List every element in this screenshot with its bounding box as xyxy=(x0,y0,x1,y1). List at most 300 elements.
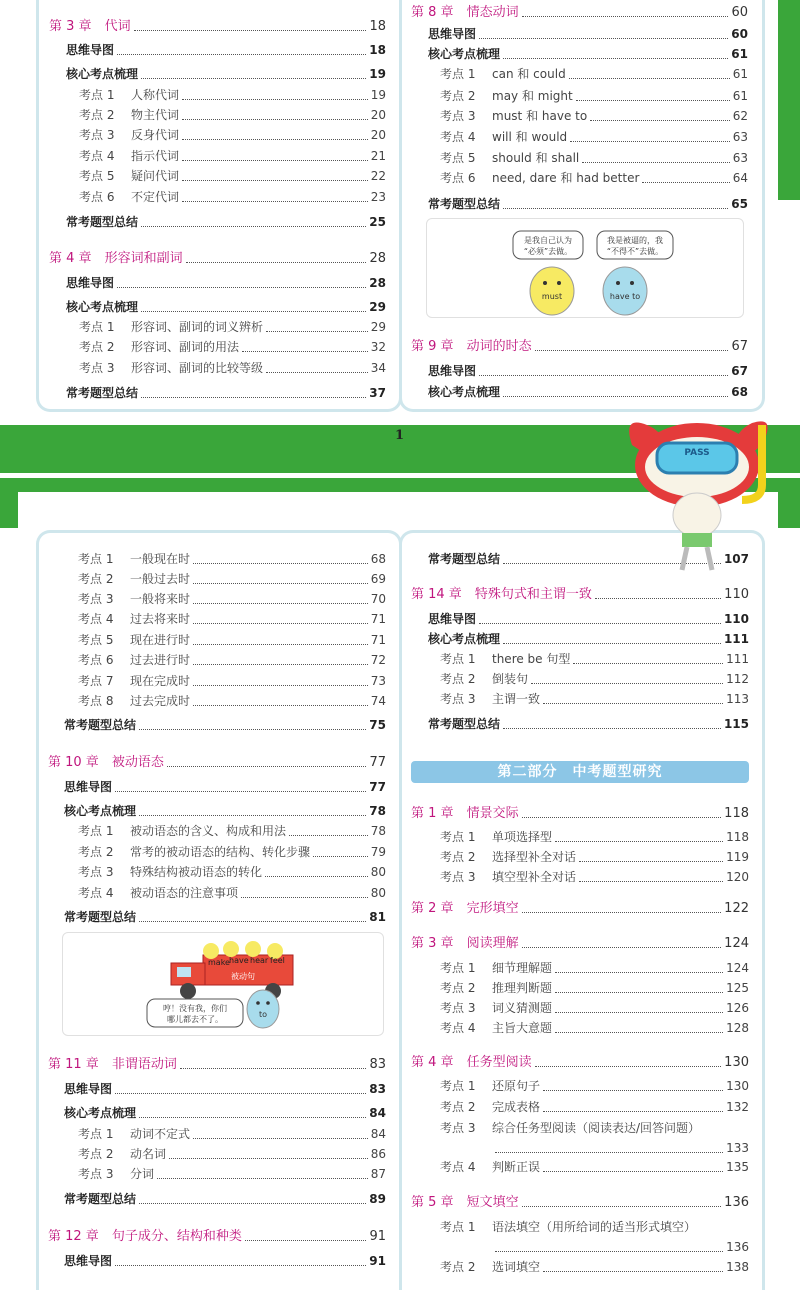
chapter-title: 阅读理解 xyxy=(466,936,519,951)
toc-entry[interactable] xyxy=(440,961,749,976)
toc-entry[interactable] xyxy=(440,1079,749,1094)
chapter-number: 第 2 章 xyxy=(411,901,454,916)
page-ref: 71 xyxy=(370,612,386,626)
toc-entry[interactable] xyxy=(64,1254,386,1269)
toc-entry[interactable] xyxy=(440,1001,749,1016)
toc-entry-title: 常考题型总结 xyxy=(428,717,501,731)
toc-entry[interactable] xyxy=(66,67,386,82)
toc-entry[interactable] xyxy=(78,674,386,689)
page-ref: 78 xyxy=(369,804,386,818)
key-point-number: 考点 4 xyxy=(78,886,114,900)
page-ref: 124 xyxy=(724,936,749,951)
toc-chapter-title xyxy=(411,901,519,916)
page-ref: 70 xyxy=(370,592,386,606)
toc-chapter[interactable] xyxy=(411,1195,749,1210)
page-ref: 120 xyxy=(726,870,749,884)
page-ref: 67 xyxy=(731,339,748,354)
toc-entry-label xyxy=(440,981,552,996)
toc-entry[interactable] xyxy=(428,197,748,212)
page-ref: 119 xyxy=(726,850,749,864)
toc-entry[interactable] xyxy=(78,845,386,860)
toc-chapter-title xyxy=(48,1057,177,1072)
toc-entry[interactable] xyxy=(79,361,386,376)
leader-dots xyxy=(590,120,730,121)
page-ref: 64 xyxy=(732,171,748,185)
key-point-title: need, dare 和 had better xyxy=(492,171,640,185)
key-point-number: 考点 1 xyxy=(440,961,476,975)
key-point-number: 考点 5 xyxy=(440,151,476,165)
speech-line1: 哼！没有我，你们 xyxy=(163,1004,227,1013)
toc-entry-label xyxy=(440,130,567,145)
toc-entry[interactable] xyxy=(78,633,386,648)
page-ref: 29 xyxy=(369,300,386,314)
leader-dots xyxy=(241,897,368,898)
leader-dots xyxy=(139,729,366,730)
key-point-number: 考点 1 xyxy=(440,1220,476,1234)
page-ref: 83 xyxy=(369,1057,386,1072)
toc-chapter-title xyxy=(411,1055,532,1070)
key-point-number: 考点 4 xyxy=(440,130,476,144)
toc-entry[interactable] xyxy=(78,1147,386,1162)
toc-entry[interactable] xyxy=(64,1192,386,1207)
toc-entry[interactable] xyxy=(78,612,386,627)
leader-dots xyxy=(139,815,366,816)
toc-entry[interactable] xyxy=(79,128,386,143)
key-point-number: 考点 8 xyxy=(78,694,114,708)
toc-chapter-title xyxy=(411,936,519,951)
key-point-title: 不定代词 xyxy=(131,190,180,204)
toc-entry[interactable] xyxy=(440,109,748,124)
leader-dots xyxy=(193,623,368,624)
page-ref: 77 xyxy=(369,780,386,794)
leader-dots xyxy=(576,100,730,101)
page-ref: 138 xyxy=(726,1260,749,1274)
key-point-number: 考点 3 xyxy=(440,870,476,884)
chapter-number: 第 5 章 xyxy=(411,1195,454,1210)
toc-entry[interactable] xyxy=(64,910,386,925)
chapter-number: 第 4 章 xyxy=(49,251,92,266)
key-point-title: 动词不定式 xyxy=(130,1127,191,1141)
toc-entry-label xyxy=(440,1220,696,1235)
toc-entry[interactable] xyxy=(440,1160,749,1175)
page-ref: 72 xyxy=(370,653,386,667)
leader-dots xyxy=(522,947,722,948)
toc-entry[interactable] xyxy=(66,386,386,401)
leader-dots xyxy=(182,201,368,202)
page-ref: 74 xyxy=(370,694,386,708)
toc-entry[interactable] xyxy=(79,340,386,355)
toc-entry-title: 常考题型总结 xyxy=(64,910,137,924)
toc-entry[interactable] xyxy=(440,692,749,707)
page-ref: 60 xyxy=(731,5,748,20)
page-ref: 132 xyxy=(726,1100,749,1114)
chapter-number: 第 4 章 xyxy=(411,1055,454,1070)
toc-chapter-title xyxy=(411,806,519,821)
page-ref: 110 xyxy=(724,587,749,602)
leader-dots xyxy=(169,1158,368,1159)
toc-entry[interactable] xyxy=(78,552,386,567)
toc-entry-label xyxy=(440,151,579,166)
key-point-number: 考点 1 xyxy=(78,1127,114,1141)
toc-entry[interactable] xyxy=(440,652,749,667)
toc-entry[interactable] xyxy=(64,718,386,733)
toc-entry-continuation[interactable] xyxy=(492,1240,749,1255)
page-ref: 29 xyxy=(370,320,386,334)
key-point-title: 物主代词 xyxy=(131,108,180,122)
chapter-title: 非谓语动词 xyxy=(111,1057,177,1072)
key-point-title: 细节理解题 xyxy=(492,961,553,975)
page-ref: 68 xyxy=(370,552,386,566)
truck-cartoon xyxy=(63,933,383,1035)
toc-entry-label xyxy=(78,865,262,880)
leader-dots xyxy=(193,644,368,645)
leader-dots xyxy=(555,1032,723,1033)
toc-entry[interactable] xyxy=(79,108,386,123)
key-point-number: 考点 5 xyxy=(79,169,115,183)
leader-dots xyxy=(503,643,721,644)
page-ref: 18 xyxy=(369,43,386,57)
toc-entry-label xyxy=(440,1160,540,1175)
mascot-drawing xyxy=(612,405,782,575)
leader-dots xyxy=(193,1138,368,1139)
toc-entry-label xyxy=(79,320,263,335)
mascot-badge: PASS xyxy=(684,448,710,458)
toc-entry[interactable] xyxy=(66,215,386,230)
key-point-number: 考点 3 xyxy=(440,1121,476,1135)
leader-dots xyxy=(180,1068,367,1069)
leader-dots xyxy=(535,1066,722,1067)
toc-entry[interactable] xyxy=(79,88,386,103)
key-point-number: 考点 2 xyxy=(78,572,114,586)
leader-dots xyxy=(642,182,729,183)
page-ref: 126 xyxy=(726,1001,749,1015)
leader-dots xyxy=(141,78,366,79)
chapter-title: 任务型阅读 xyxy=(466,1055,532,1070)
page-ref: 122 xyxy=(724,901,749,916)
bubble-left-line1: 是我自己认为 xyxy=(524,236,572,245)
leader-dots xyxy=(543,1171,723,1172)
truck-word-hear: hear xyxy=(250,956,269,965)
key-point-title: 过去完成时 xyxy=(130,694,191,708)
key-point-title: 选择型补全对话 xyxy=(492,850,577,864)
green-left-strip-bottom xyxy=(0,478,18,528)
leader-dots xyxy=(193,705,368,706)
leader-dots xyxy=(245,1240,367,1241)
must-have-to-illustration xyxy=(426,218,744,318)
toc-entry-label xyxy=(440,870,576,885)
key-point-title: 一般现在时 xyxy=(130,552,191,566)
toc-entry-label xyxy=(78,694,190,709)
toc-entry[interactable] xyxy=(440,1021,749,1036)
key-point-number: 考点 5 xyxy=(78,633,114,647)
page-ref: 19 xyxy=(369,67,386,81)
leader-dots xyxy=(115,1265,366,1266)
toc-entry[interactable] xyxy=(64,804,386,819)
toc-entry[interactable] xyxy=(79,320,386,335)
key-point-number: 考点 3 xyxy=(440,692,476,706)
toc-entry[interactable] xyxy=(440,830,749,845)
toc-entry-continuation[interactable] xyxy=(492,1141,749,1156)
page-ref: 69 xyxy=(370,572,386,586)
toc-chapter[interactable] xyxy=(411,806,749,821)
page-ref: 84 xyxy=(370,1127,386,1141)
toc-entry[interactable] xyxy=(78,653,386,668)
leader-dots xyxy=(115,1093,366,1094)
toc-entry-label xyxy=(440,830,552,845)
toc-entry-label xyxy=(440,1260,540,1275)
toc-entry-title: 常考题型总结 xyxy=(64,1192,137,1206)
leader-dots xyxy=(141,397,366,398)
toc-entry-label xyxy=(78,653,190,668)
page-ref: 20 xyxy=(370,128,386,142)
part-two-banner: 第二部分 中考题型研究 xyxy=(411,761,749,783)
toc-entry-title: 核心考点梳理 xyxy=(428,47,501,61)
key-point-title: 主谓一致 xyxy=(492,692,541,706)
toc-chapter-title xyxy=(411,1195,519,1210)
toc-entry[interactable] xyxy=(66,300,386,315)
toc-entry[interactable] xyxy=(428,717,749,732)
key-point-title: 现在进行时 xyxy=(130,633,191,647)
toc-chapter[interactable] xyxy=(411,587,749,602)
toc-entry-label xyxy=(78,612,190,627)
toc-entry[interactable] xyxy=(440,1100,749,1115)
key-point-title: 一般过去时 xyxy=(130,572,191,586)
toc-entry[interactable] xyxy=(440,1220,749,1235)
leader-dots xyxy=(266,372,368,373)
page-ref: 118 xyxy=(724,806,749,821)
chapter-title: 情态动词 xyxy=(466,5,519,20)
toc-entry[interactable] xyxy=(440,850,749,865)
key-point-number: 考点 1 xyxy=(440,652,476,666)
toc-entry[interactable] xyxy=(78,1167,386,1182)
toc-entry-label xyxy=(78,552,190,567)
leader-dots xyxy=(543,1111,723,1112)
toc-chapter-title xyxy=(48,1229,242,1244)
key-point-number: 考点 3 xyxy=(79,361,115,375)
page-ref: 61 xyxy=(732,89,748,103)
toc-entry-label xyxy=(440,109,587,124)
leader-dots xyxy=(313,856,368,857)
leader-dots xyxy=(503,396,728,397)
toc-entry-label xyxy=(440,672,528,687)
toc-entry[interactable] xyxy=(66,276,386,291)
key-point-number: 考点 2 xyxy=(78,845,114,859)
toc-entry[interactable] xyxy=(66,43,386,58)
leader-dots xyxy=(182,139,368,140)
key-point-number: 考点 1 xyxy=(79,320,115,334)
chapter-title: 代词 xyxy=(104,19,131,34)
toc-entry[interactable] xyxy=(440,89,748,104)
leader-dots xyxy=(595,598,721,599)
leader-dots xyxy=(522,1206,722,1207)
toc-entry[interactable] xyxy=(440,130,748,145)
key-point-number: 考点 3 xyxy=(78,592,114,606)
toc-entry[interactable] xyxy=(78,886,386,901)
key-point-title: 语法填空（用所给词的适当形式填空） xyxy=(492,1220,697,1234)
leader-dots xyxy=(139,1117,366,1118)
page-ref: 28 xyxy=(369,276,386,290)
toc-chapter[interactable] xyxy=(48,755,386,770)
toc-entry-label xyxy=(440,1100,540,1115)
key-point-title: 常考的被动语态的结构、转化步骤 xyxy=(130,845,311,859)
leader-dots xyxy=(522,912,722,913)
key-point-number: 考点 2 xyxy=(79,108,115,122)
chapter-title: 完形填空 xyxy=(466,901,519,916)
chapter-title: 情景交际 xyxy=(466,806,519,821)
key-point-title: 形容词、副词的词义辨析 xyxy=(131,320,264,334)
toc-chapter[interactable] xyxy=(411,1055,749,1070)
toc-entry-title: 核心考点梳理 xyxy=(64,804,137,818)
toc-chapter-title xyxy=(49,251,183,266)
page-ref: 111 xyxy=(723,632,749,646)
toc-chapter[interactable] xyxy=(411,5,748,20)
toc-entry[interactable] xyxy=(440,672,749,687)
toc-entry[interactable] xyxy=(428,47,748,62)
char-label-to: to xyxy=(258,1010,268,1019)
key-point-title: 过去进行时 xyxy=(130,653,191,667)
toc-entry[interactable] xyxy=(440,171,748,186)
toc-entry-label xyxy=(78,824,286,839)
key-point-number: 考点 1 xyxy=(440,1079,476,1093)
toc-entry[interactable] xyxy=(440,1260,749,1275)
key-point-title: 被动语态的含义、构成和用法 xyxy=(130,824,287,838)
toc-entry[interactable] xyxy=(64,1106,386,1121)
toc-entry[interactable] xyxy=(440,981,749,996)
toc-entry[interactable] xyxy=(440,870,749,885)
toc-chapter[interactable] xyxy=(48,1229,386,1244)
page-ref: 28 xyxy=(369,251,386,266)
toc-entry[interactable] xyxy=(78,694,386,709)
page-ref: 83 xyxy=(369,1082,386,1096)
page-ref: 91 xyxy=(369,1254,386,1268)
toc-entry[interactable] xyxy=(440,151,748,166)
key-point-title: 主旨大意题 xyxy=(492,1021,553,1035)
key-point-number: 考点 4 xyxy=(79,149,115,163)
page-ref: 77 xyxy=(369,755,386,770)
key-point-number: 考点 1 xyxy=(79,88,115,102)
toc-entry[interactable] xyxy=(78,865,386,880)
toc-entry-label xyxy=(440,1079,540,1094)
key-point-number: 考点 3 xyxy=(78,865,114,879)
leader-dots xyxy=(582,162,729,163)
leader-dots xyxy=(265,876,368,877)
toc-entry[interactable] xyxy=(78,592,386,607)
page-ref: 81 xyxy=(369,910,386,924)
leader-dots xyxy=(495,1251,723,1252)
page-ref: 130 xyxy=(726,1079,749,1093)
leader-dots xyxy=(141,311,366,312)
page-ref: 20 xyxy=(370,108,386,122)
toc-entry-title: 常考题型总结 xyxy=(66,386,139,400)
page-ref: 130 xyxy=(724,1055,749,1070)
passive-voice-truck-illustration xyxy=(62,932,384,1036)
key-point-title: may 和 might xyxy=(492,89,573,103)
toc-entry-title: 核心考点梳理 xyxy=(64,1106,137,1120)
toc-entry[interactable] xyxy=(428,385,748,400)
key-point-number: 考点 1 xyxy=(78,552,114,566)
toc-entry[interactable] xyxy=(428,632,749,647)
page-ref: 34 xyxy=(370,361,386,375)
toc-entry[interactable] xyxy=(79,190,386,205)
toc-entry[interactable] xyxy=(78,824,386,839)
leader-dots xyxy=(193,603,368,604)
toc-chapter[interactable] xyxy=(49,19,386,34)
leader-dots xyxy=(543,703,723,704)
page-ref: 19 xyxy=(370,88,386,102)
page-ref: 111 xyxy=(726,652,749,666)
page-ref: 65 xyxy=(731,197,748,211)
key-point-number: 考点 1 xyxy=(440,67,476,81)
label-have-to: have to xyxy=(609,292,641,301)
toc-entry-label xyxy=(78,1127,190,1142)
key-point-title: 一般将来时 xyxy=(130,592,191,606)
toc-entry[interactable] xyxy=(440,67,748,82)
toc-entry[interactable] xyxy=(428,27,748,42)
page-ref: 78 xyxy=(370,824,386,838)
page-ref: 68 xyxy=(731,385,748,399)
chapter-number: 第 8 章 xyxy=(411,5,454,20)
page-ref: 118 xyxy=(726,830,749,844)
leader-dots xyxy=(182,99,368,100)
page-ref: 133 xyxy=(726,1141,749,1155)
toc-entry-title: 思维导图 xyxy=(66,276,115,290)
speech-line2: 哪儿都去不了。 xyxy=(167,1015,223,1024)
leader-dots xyxy=(157,1178,368,1179)
toc-entry[interactable] xyxy=(64,780,386,795)
page-ref: 113 xyxy=(726,692,749,706)
bubble-right-line1: 我是被逼的，我 xyxy=(607,236,663,245)
key-point-title: there be 句型 xyxy=(492,652,571,666)
toc-entry[interactable] xyxy=(428,364,748,379)
toc-chapter[interactable] xyxy=(411,339,748,354)
key-point-title: will 和 would xyxy=(492,130,568,144)
toc-entry-label xyxy=(78,633,190,648)
toc-entry[interactable] xyxy=(79,169,386,184)
toc-chapter[interactable] xyxy=(48,1057,386,1072)
leader-dots xyxy=(167,766,367,767)
toc-entry-label xyxy=(78,674,190,689)
leader-dots xyxy=(117,54,366,55)
toc-entry[interactable] xyxy=(78,572,386,587)
page-ref: 136 xyxy=(726,1240,749,1254)
key-point-number: 考点 2 xyxy=(78,1147,114,1161)
leader-dots xyxy=(555,841,723,842)
page-ref: 23 xyxy=(370,190,386,204)
toc-entry-title: 核心考点梳理 xyxy=(428,632,501,646)
toc-entry[interactable] xyxy=(428,612,749,627)
leader-dots xyxy=(573,663,723,664)
toc-entry[interactable] xyxy=(64,1082,386,1097)
toc-entry[interactable] xyxy=(440,1121,749,1136)
key-point-title: 分词 xyxy=(130,1167,155,1181)
chapter-number: 第 1 章 xyxy=(411,806,454,821)
key-point-number: 考点 4 xyxy=(440,1160,476,1174)
toc-entry[interactable] xyxy=(78,1127,386,1142)
leader-dots xyxy=(193,563,368,564)
toc-entry-label xyxy=(440,961,552,976)
toc-entry[interactable] xyxy=(79,149,386,164)
leader-dots xyxy=(266,331,368,332)
toc-chapter[interactable] xyxy=(411,936,749,951)
page-ref: 25 xyxy=(369,215,386,229)
page-ref: 18 xyxy=(369,19,386,34)
toc-chapter[interactable] xyxy=(411,901,749,916)
key-point-title: 现在完成时 xyxy=(130,674,191,688)
toc-entry-title: 核心考点梳理 xyxy=(66,300,139,314)
toc-chapter[interactable] xyxy=(49,251,386,266)
key-point-title: 被动语态的注意事项 xyxy=(130,886,239,900)
key-point-title: must 和 have to xyxy=(492,109,588,123)
